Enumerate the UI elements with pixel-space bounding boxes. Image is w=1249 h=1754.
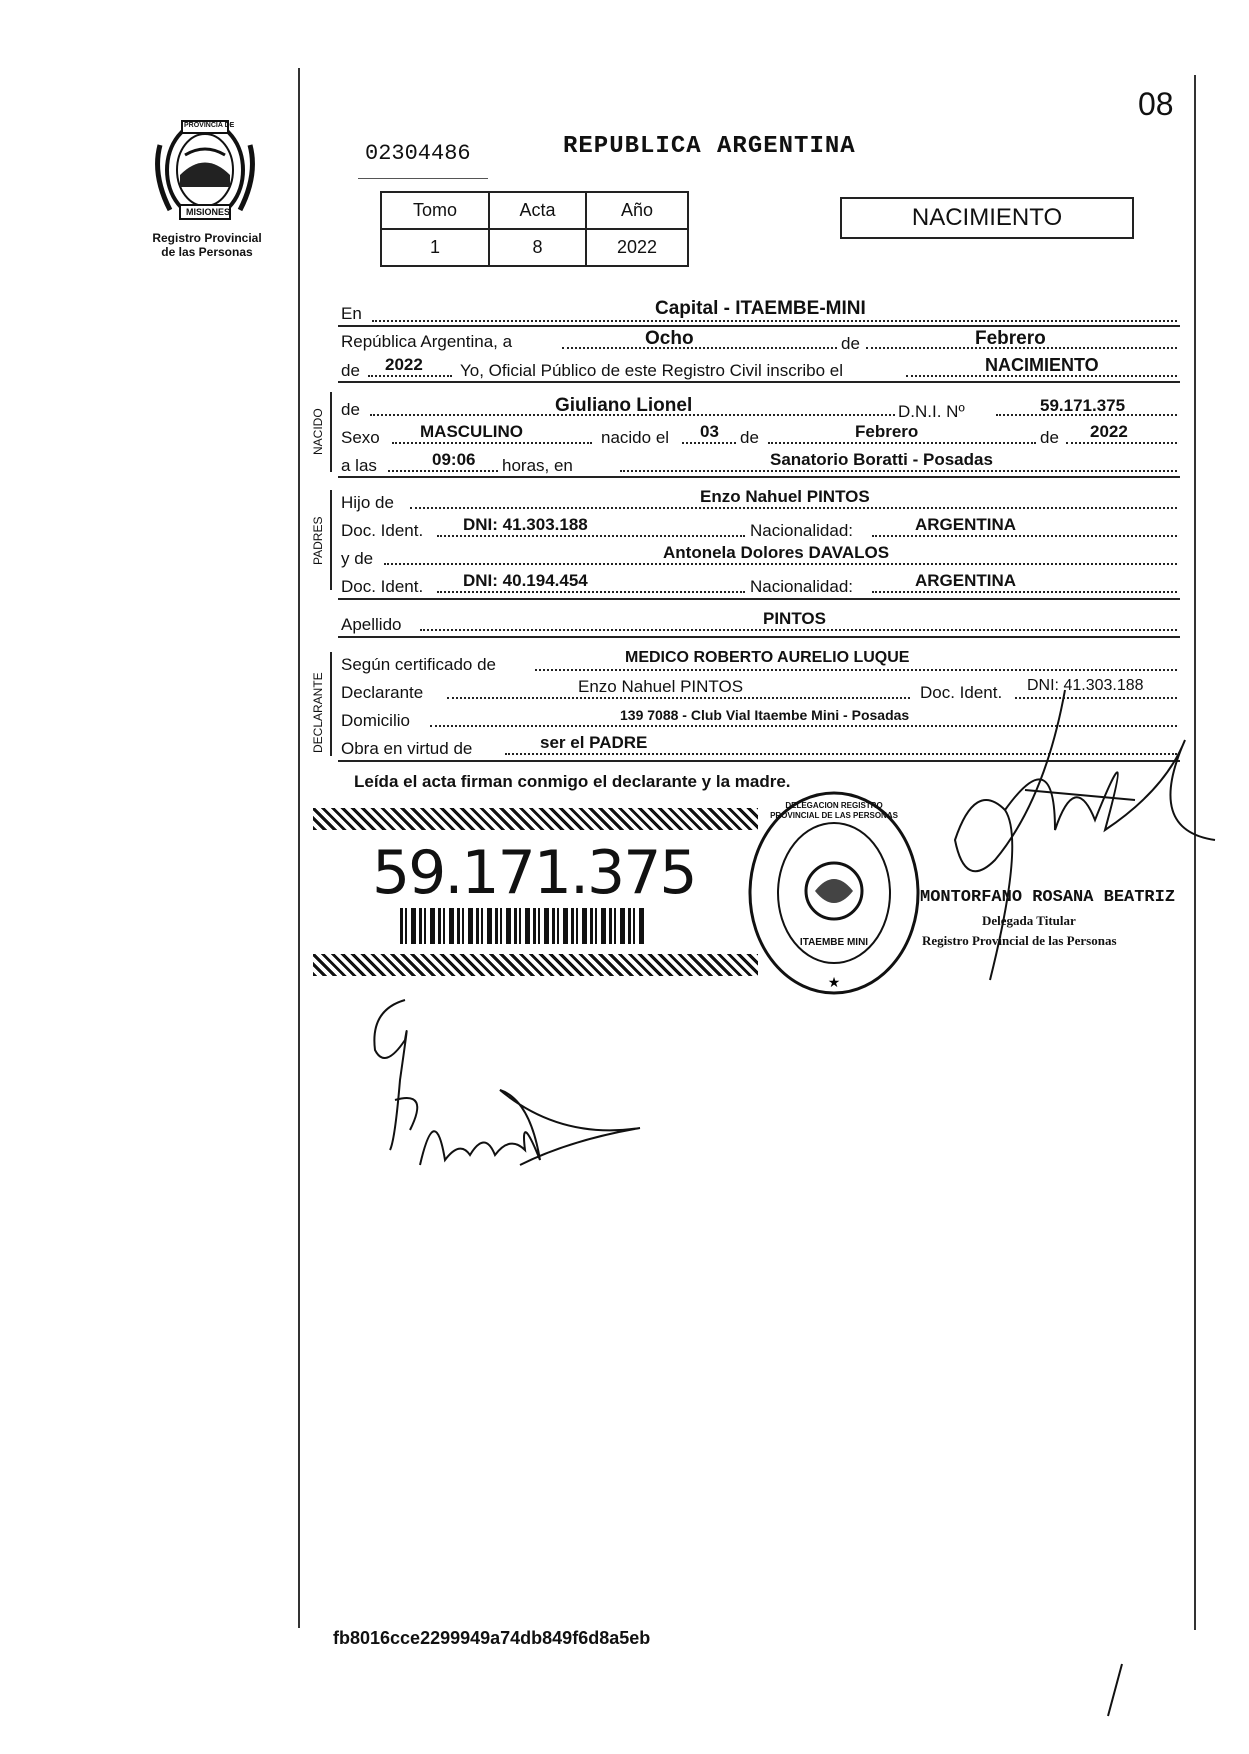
- yde-label: y de: [341, 549, 374, 568]
- nac2-label: Nacionalidad:: [750, 577, 854, 596]
- birth-year: 2022: [1090, 422, 1128, 441]
- registry-name-line2: de las Personas: [161, 245, 253, 259]
- seal-inner-text: ITAEMBE MINI: [799, 937, 869, 948]
- byear-dots: [1066, 442, 1177, 444]
- domicilio-value: 139 7088 - Club Vial Itaembe Mini - Posadas: [620, 707, 910, 723]
- acto-value: NACIMIENTO: [985, 355, 1099, 375]
- declarante-label: Declarante: [341, 683, 424, 702]
- en-label: En: [341, 304, 362, 323]
- section-label-declarante: DECLARANTE: [311, 672, 325, 753]
- row-line-3: [338, 476, 1180, 478]
- table-header-tomo: Tomo: [381, 192, 489, 229]
- father-dots: [410, 507, 1177, 509]
- serial-number: 02304486: [365, 141, 471, 166]
- father-nationality: ARGENTINA: [915, 515, 1017, 534]
- sexo-dots: [392, 442, 592, 444]
- hijo-label: Hijo de: [341, 493, 394, 512]
- table-header-acta: Acta: [489, 192, 586, 229]
- registry-emblem: [150, 115, 260, 225]
- apellido-dots: [420, 629, 1177, 631]
- segun-label: Según certificado de: [341, 655, 496, 674]
- yo-label: Yo, Oficial Público de este Registro Civil inscribo el: [460, 361, 843, 380]
- de4-label: de: [740, 428, 759, 447]
- official-seal: [745, 787, 923, 999]
- rep-dots-1: [562, 347, 837, 349]
- mother-name: Antonela Dolores DAVALOS: [663, 543, 890, 562]
- mother-nationality: ARGENTINA: [915, 571, 1017, 590]
- declarante-bracket: [330, 652, 332, 756]
- birth-month: Febrero: [855, 422, 919, 441]
- table-value-tomo: 1: [381, 229, 489, 266]
- emblem-top-text: PROVINCIA DE: [184, 122, 235, 129]
- official-name: MONTORFANO ROSANA BEATRIZ: [920, 888, 1176, 907]
- de3-label: de: [341, 400, 360, 419]
- de2-label: de: [341, 361, 360, 380]
- certificado-dots: [535, 669, 1177, 671]
- year-value: 2022: [385, 355, 423, 374]
- page-number: 08: [1138, 86, 1174, 122]
- row-line-1: [338, 325, 1180, 327]
- sexo-label: Sexo: [341, 428, 380, 447]
- mother-dots: [384, 563, 1177, 565]
- obra-label: Obra en virtud de: [341, 739, 473, 758]
- row-line-2: [338, 381, 1180, 383]
- nacido-bracket: [330, 392, 332, 472]
- section-label-nacido: NACIDO: [311, 408, 325, 455]
- day-dots: [682, 442, 736, 444]
- nac1-label: Nacionalidad:: [750, 521, 854, 540]
- document-hash: fb8016cce2299949a74db849f6d8a5eb: [333, 1628, 651, 1648]
- mother-doc: DNI: 40.194.454: [463, 571, 588, 590]
- apellido-value: PINTOS: [763, 609, 826, 628]
- apellido-label: Apellido: [341, 615, 402, 634]
- de5-label: de: [1040, 428, 1059, 447]
- rep-day: Ocho: [645, 328, 694, 349]
- domicilio-label: Domicilio: [341, 711, 410, 730]
- child-name: Giuliano Lionel: [555, 395, 693, 416]
- registry-name-line1: Registro Provincial: [152, 231, 262, 245]
- official-role: Delegada Titular: [982, 913, 1076, 928]
- en-value: Capital - ITAEMBE-MINI: [655, 298, 866, 319]
- barcode-icon: [400, 908, 645, 944]
- birth-day: 03: [700, 422, 719, 441]
- birth-place: Sanatorio Boratti - Posadas: [770, 450, 993, 469]
- table-header-anio: Año: [586, 192, 688, 229]
- hora-value: 09:06: [432, 450, 476, 469]
- doc3-label: Doc. Ident.: [920, 683, 1003, 702]
- emblem-bottom-text: MISIONES: [186, 207, 231, 217]
- nacido-label: nacido el: [601, 428, 670, 447]
- certificado-value: MEDICO ROBERTO AURELIO LUQUE: [625, 649, 910, 666]
- doc1-label: Doc. Ident.: [341, 521, 424, 540]
- father-doc-dots: [437, 535, 745, 537]
- security-band-top: [313, 808, 758, 830]
- act-type-label: NACIMIENTO: [911, 204, 1063, 231]
- dni-label: D.N.I. Nº: [898, 402, 965, 421]
- corner-stroke-icon: [1100, 1660, 1130, 1720]
- row-line-4: [338, 598, 1180, 600]
- table-value-acta: 8: [489, 229, 586, 266]
- rep-de-label: de: [841, 334, 860, 353]
- security-band-bottom: [313, 954, 758, 976]
- doc2-label: Doc. Ident.: [341, 577, 424, 596]
- mother-nat-dots: [872, 591, 1177, 593]
- obra-value: ser el PADRE: [540, 733, 648, 752]
- svg-text:★: ★: [827, 975, 841, 991]
- tomo-acta-anio-table: [380, 191, 689, 267]
- child-dni: 59.171.375: [1040, 396, 1126, 415]
- declarante-doc: DNI: 41.303.188: [1027, 677, 1144, 694]
- father-nat-dots: [872, 535, 1177, 537]
- act-type-box: [840, 197, 1134, 239]
- father-name: Enzo Nahuel PINTOS: [700, 487, 870, 506]
- mother-doc-dots: [437, 591, 745, 593]
- alas-label: a las: [341, 456, 377, 475]
- document-title: REPUBLICA ARGENTINA: [563, 133, 856, 160]
- horas-label: horas, en: [502, 456, 573, 475]
- father-doc: DNI: 41.303.188: [463, 515, 588, 534]
- seal-outer-text: DELEGACION REGISTRO PROVINCIAL DE LAS PERSONAS: [770, 801, 898, 820]
- declarante-dots: [447, 697, 910, 699]
- row-line-5: [338, 636, 1180, 638]
- place-dots: [620, 470, 1177, 472]
- month-dots: [768, 442, 1036, 444]
- rep-month: Febrero: [975, 328, 1046, 349]
- rep-label: República Argentina, a: [341, 332, 513, 351]
- official-office: Registro Provincial de las Personas: [922, 933, 1117, 948]
- sexo-value: MASCULINO: [420, 422, 523, 441]
- section-label-padres: PADRES: [311, 516, 325, 565]
- hora-dots: [388, 470, 498, 472]
- closing-statement: Leída el acta firman conmigo el declarante y la madre.: [354, 772, 791, 791]
- declarant-signature-icon: [350, 990, 650, 1190]
- barcode-number: 59.171.375: [372, 838, 696, 908]
- serial-underline: [358, 178, 488, 179]
- year-dots: [368, 375, 452, 377]
- table-value-anio: 2022: [586, 229, 688, 266]
- declarante-value: Enzo Nahuel PINTOS: [578, 677, 744, 696]
- padres-bracket: [330, 490, 332, 590]
- en-dots: [372, 320, 1177, 322]
- left-margin-line: [298, 68, 300, 1628]
